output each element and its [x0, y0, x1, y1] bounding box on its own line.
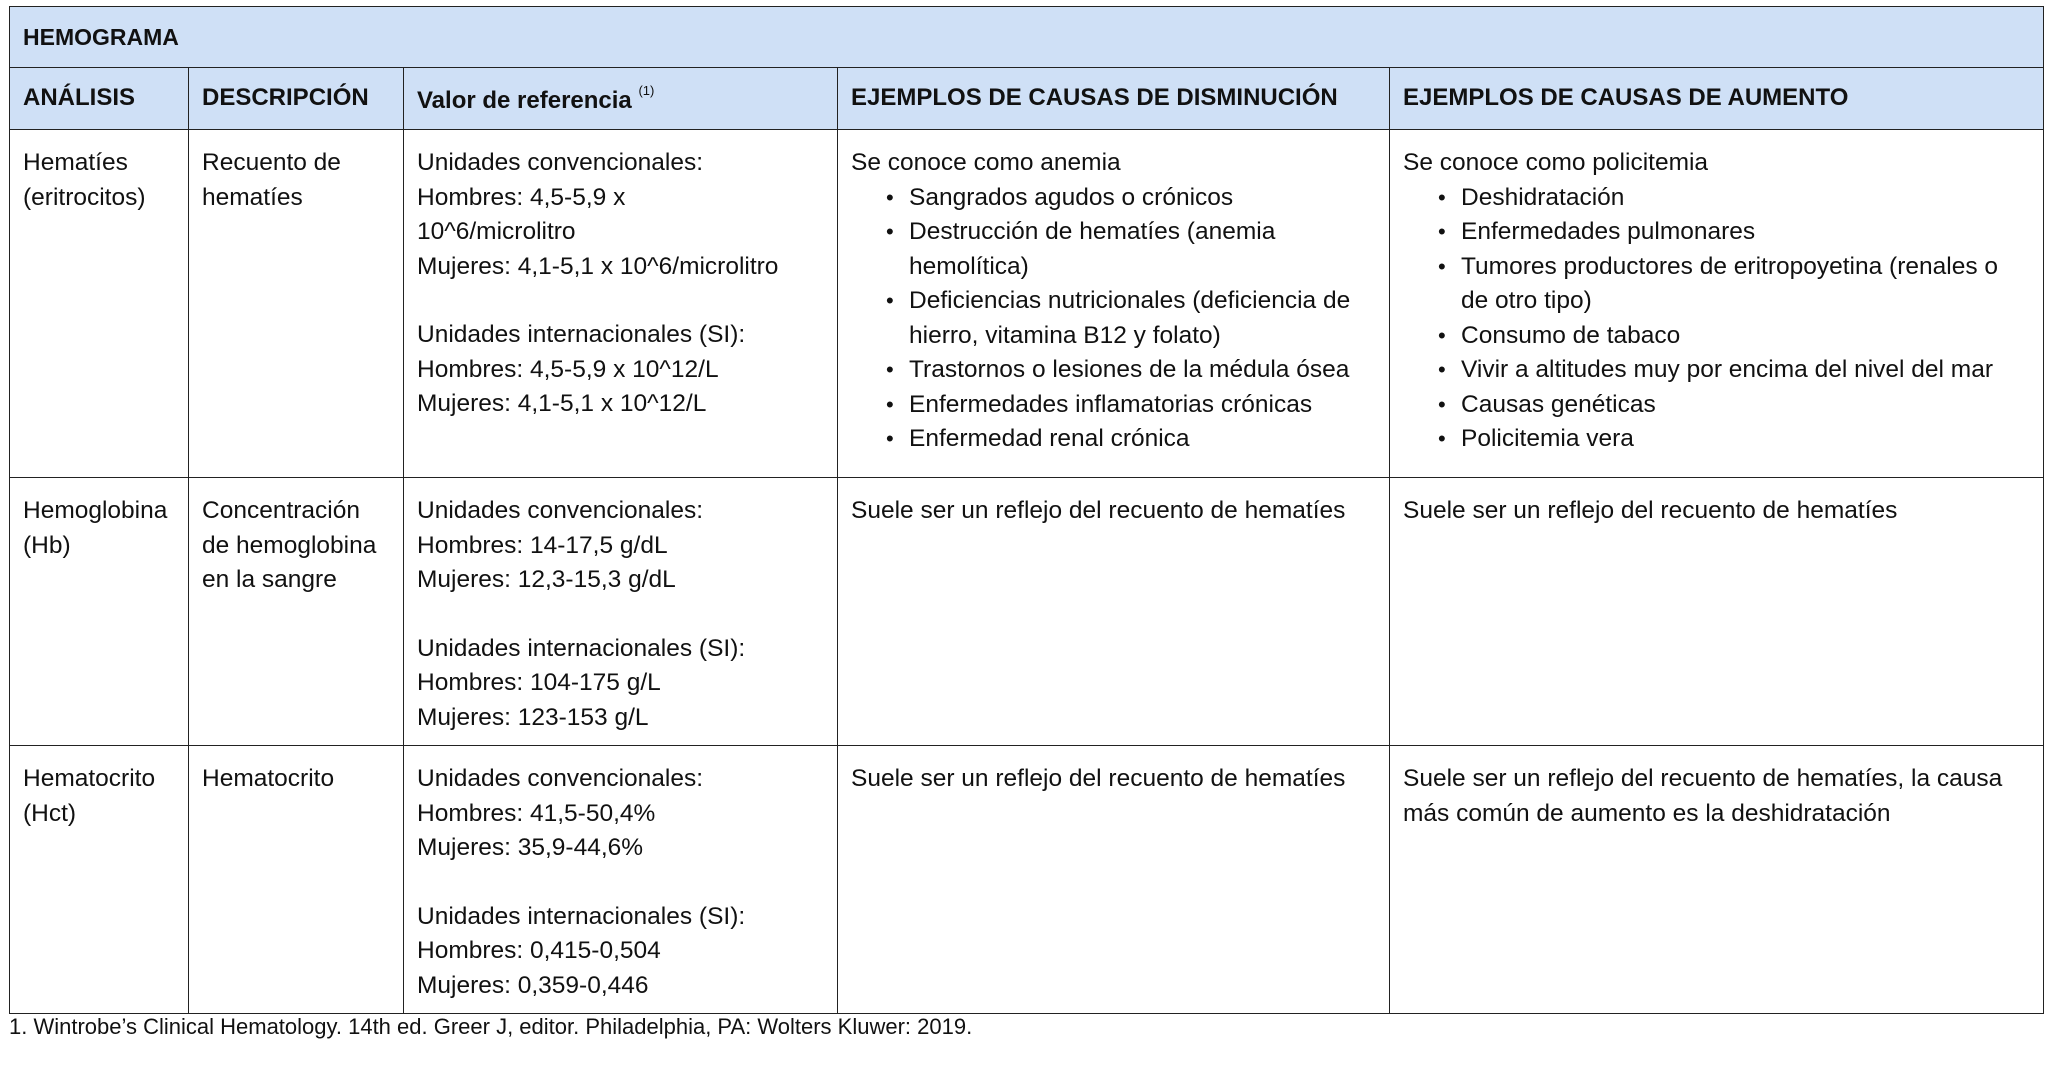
cell-description [189, 130, 404, 478]
list-item: • Vivir a altitudes muy por encima del nivel del mar [1461, 353, 2031, 388]
list-item: • Sangrados agudos o crónicos [909, 181, 1377, 216]
header-description: DESCRIPCIÓN [189, 68, 404, 130]
list-item: • Destrucción de hematíes (anemia hemolítica) [909, 215, 1377, 284]
cell-description [189, 478, 404, 746]
header-reference-label: Valor de referencia [417, 87, 632, 115]
cell-increase [1390, 130, 2044, 478]
table-row [10, 130, 2044, 478]
cell-line: hematíes [202, 183, 303, 211]
table-row [10, 746, 2044, 1014]
cell-line: Mujeres: 123-153 g/L [417, 703, 649, 731]
cell-reference [404, 746, 838, 1014]
cell-line: Unidades internacionales (SI): [417, 902, 746, 930]
cell-line: Concentración [202, 497, 360, 524]
cell-line: Hematocrito [202, 765, 335, 792]
cell-line: Hematíes [23, 149, 128, 176]
cell-description [189, 746, 404, 1014]
list-item: • Enfermedades pulmonares [1461, 215, 2031, 250]
cell-line: Unidades convencionales: [417, 765, 704, 792]
table-title-row [10, 7, 2044, 68]
cell-line: Hombres: 14-17,5 g/dL [417, 531, 668, 559]
cell-increase: Suele ser un reflejo del recuento de hematíes, la causa más común de aumento es la deshidratación [1390, 746, 2044, 1014]
list-item: • Consumo de tabaco [1461, 319, 2031, 354]
list-item: • Deshidratación [1461, 181, 2031, 216]
cell-line: Mujeres: 4,1-5,1 x 10^6/microlitro [417, 252, 779, 280]
header-increase: EJEMPLOS DE CAUSAS DE AUMENTO [1390, 68, 2044, 130]
cell-intro: Se conoce como policitemia [1403, 149, 1709, 176]
cell-line: Hombres: 104-175 g/L [417, 669, 661, 696]
cell-line: Recuento de [202, 149, 341, 176]
table-row [10, 478, 2044, 746]
cell-line: Hombres: 4,5-5,9 x 10^12/L [417, 355, 719, 383]
cell-line: Hematocrito [23, 765, 156, 792]
list-item: • Deficiencias nutricionales (deficiencia de hierro, vitamina B12 y folato) [909, 284, 1377, 353]
cell-line: 10^6/microlitro [417, 218, 576, 245]
cell-intro: Se conoce como anemia [851, 149, 1121, 176]
cell-line: Mujeres: 4,1-5,1 x 10^12/L [417, 390, 707, 417]
list-item: • Enfermedades inflamatorias crónicas [909, 388, 1377, 423]
cell-decrease: Suele ser un reflejo del recuento de hematíes [838, 478, 1390, 746]
table-header-row [10, 68, 2044, 130]
cell-line: Unidades internacionales (SI): [417, 321, 746, 348]
cell-increase: Suele ser un reflejo del recuento de hematíes [1390, 478, 2044, 746]
cell-line: Mujeres: 35,9-44,6% [417, 834, 644, 861]
decrease-list [851, 181, 1377, 457]
cell-line: Unidades convencionales: [417, 497, 704, 524]
cell-line: Hombres: 4,5-5,9 x [417, 183, 626, 211]
list-item: • Causas genéticas [1461, 388, 2031, 423]
list-item: • Policitemia vera [1461, 422, 2031, 457]
cell-decrease: Suele ser un reflejo del recuento de hematíes [838, 746, 1390, 1014]
cell-line: Hombres: 41,5-50,4% [417, 799, 656, 827]
list-item: • Tumores productores de eritropoyetina (renales o de otro tipo) [1461, 250, 2031, 319]
header-reference-note: (1) [638, 83, 655, 99]
cell-line: en la sangre [202, 566, 337, 593]
cell-line: Mujeres: 0,359-0,446 [417, 971, 649, 999]
hemogram-table [9, 6, 2044, 1014]
cell-line: de hemoglobina [202, 531, 377, 559]
increase-list [1403, 181, 2031, 457]
cell-line: Unidades convencionales: [417, 149, 704, 176]
header-analysis: ANÁLISIS [10, 68, 189, 130]
cell-line: Hombres: 0,415-0,504 [417, 937, 661, 964]
header-decrease: EJEMPLOS DE CAUSAS DE DISMINUCIÓN [838, 68, 1390, 130]
cell-line: (eritrocitos) [23, 183, 146, 211]
cell-line: Hemoglobina [23, 497, 168, 524]
cell-line: Unidades internacionales (SI): [417, 634, 746, 662]
cell-analysis [10, 478, 189, 746]
cell-decrease [838, 130, 1390, 478]
table-title: HEMOGRAMA [10, 7, 2044, 68]
cell-analysis [10, 746, 189, 1014]
header-reference [404, 68, 838, 130]
list-item: • Trastornos o lesiones de la médula ósea [909, 353, 1377, 388]
cell-analysis [10, 130, 189, 478]
cell-reference [404, 478, 838, 746]
list-item: • Enfermedad renal crónica [909, 422, 1377, 457]
cell-reference [404, 130, 838, 478]
cell-line: Mujeres: 12,3-15,3 g/dL [417, 566, 676, 593]
footnote: 1. Wintrobe’s Clinical Hematology. 14th ed. Greer J, editor. Philadelphia, PA: Wolters Kluwer: 2019. [9, 1014, 973, 1039]
cell-line: (Hct) [23, 799, 77, 827]
cell-line: (Hb) [23, 531, 71, 559]
